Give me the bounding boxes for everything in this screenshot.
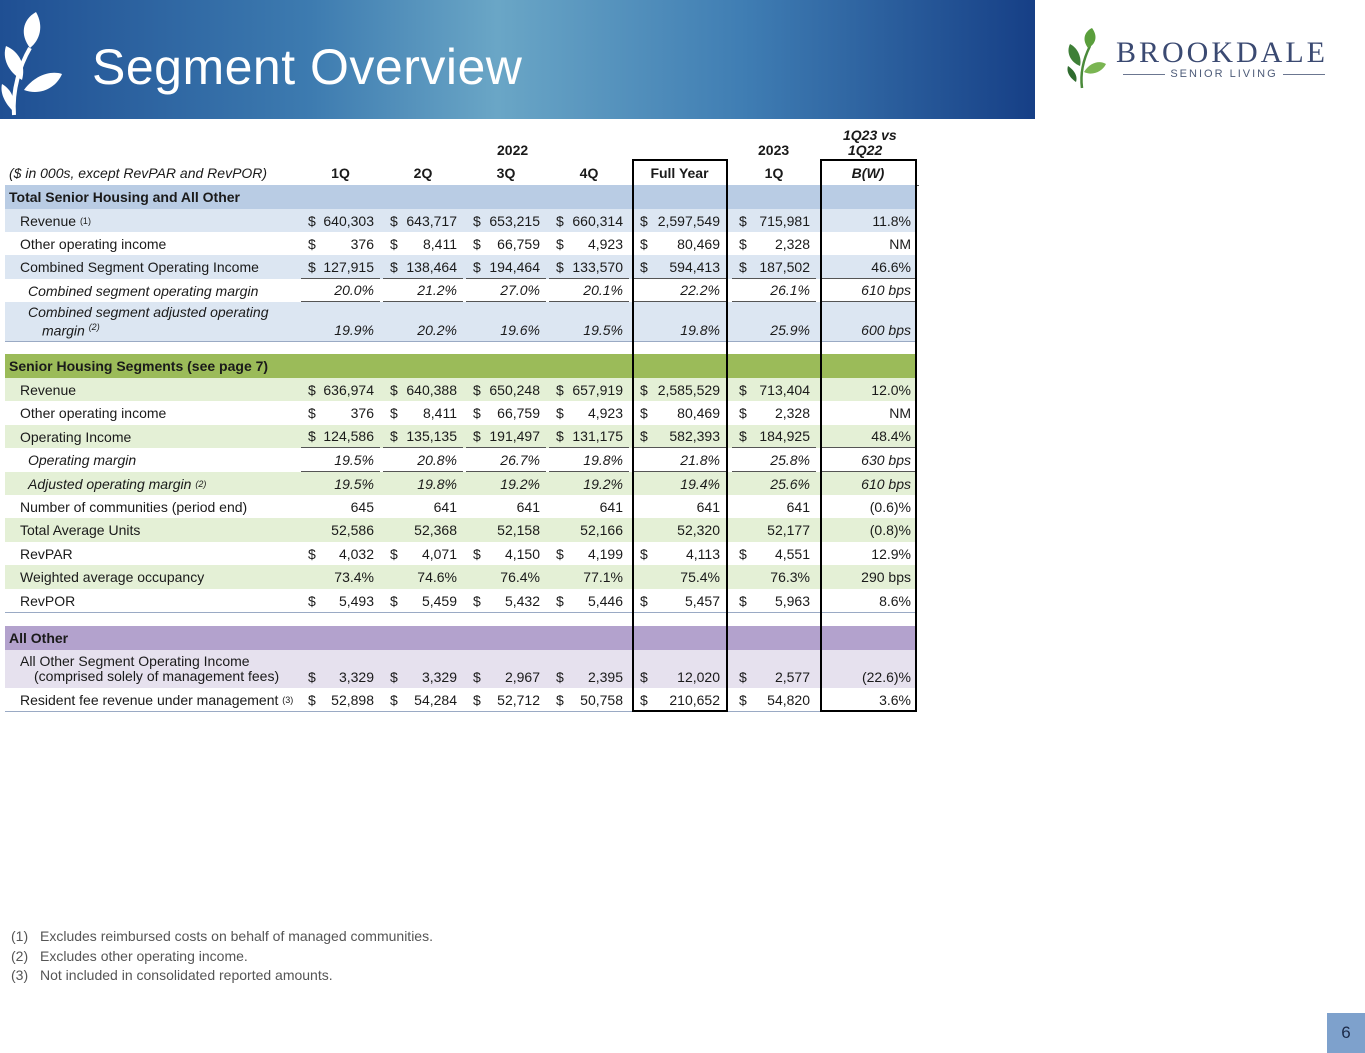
brand-name: BROOKDALE <box>1116 36 1328 69</box>
cell-3q-2022: $ 66,759 <box>473 405 540 421</box>
cell-1q-2022: $ 376 <box>308 405 374 421</box>
cell-full-year: 641 <box>696 498 720 515</box>
table-row <box>5 448 915 472</box>
cell-4q-2022: $ 660,314 <box>556 212 623 229</box>
cell-1q-2022: 645 <box>350 498 374 515</box>
cell-full-year: 75.4% <box>680 569 720 585</box>
cell-full-year: $ 210,652 <box>640 691 720 708</box>
row-label: Combined segment operating margin <box>28 282 259 299</box>
cell-3q-2022: $ 2,967 <box>473 669 540 685</box>
cell-4q-2022: $ 2,395 <box>556 669 623 685</box>
table-row <box>5 279 915 302</box>
row-label: Other operating income <box>20 405 167 421</box>
cell-3q-2022: $ 5,432 <box>473 592 540 609</box>
cell-3q-2022: $ 66,759 <box>473 235 540 252</box>
row-label: All Other Segment Operating Income (comprised solely of management fees) <box>20 653 280 684</box>
table-row <box>5 650 915 688</box>
cell-full-year: $ 80,469 <box>640 405 720 421</box>
cell-3q-2022: $ 52,712 <box>473 691 540 708</box>
cell-full-year: 19.4% <box>680 475 720 492</box>
footnotes <box>11 927 433 986</box>
table-row <box>5 232 915 255</box>
row-label: Adjusted operating margin (2) <box>28 475 207 492</box>
col-3q-2022: 3Q <box>466 161 546 186</box>
header-compare-line1: 1Q23 vs <box>843 127 897 143</box>
cell-4q-2022: $ 4,923 <box>556 405 623 421</box>
footnote-2: (2) Excludes other operating income. <box>11 947 248 964</box>
cell-1q-2022: $ 640,303 <box>308 212 374 229</box>
cell-1q-2023: 25.9% <box>770 322 810 338</box>
table-row <box>5 302 915 342</box>
cell-1q-2022: $ 52,898 <box>308 691 374 708</box>
cell-1q-2023: $ 2,328 <box>739 405 810 421</box>
cell-1q-2022: 19.5% <box>301 448 380 472</box>
cell-1q-2023: 25.8% <box>732 448 816 472</box>
cell-4q-2022: $ 657,919 <box>556 381 623 398</box>
cell-4q-2022: 52,166 <box>580 522 623 538</box>
cell-1q-2022: $ 3,329 <box>308 669 374 685</box>
cell-full-year: 21.8% <box>633 448 726 472</box>
section-title: All Other <box>9 630 69 646</box>
cell-4q-2022: 77.1% <box>583 569 623 585</box>
row-label: Combined segment adjusted operating margin $^{(2)}$ <box>28 303 269 339</box>
table-row <box>5 518 915 542</box>
col-1q-2023: 1Q <box>732 161 816 186</box>
cell-3q-2022: 27.0% <box>466 279 546 302</box>
cell-2q-2022: $ 640,388 <box>390 381 457 398</box>
section-header-senior <box>5 354 915 378</box>
cell-4q-2022: 19.5% <box>583 322 623 338</box>
cell-2q-2022: $ 8,411 <box>390 235 457 252</box>
cell-1q-2023: $ 2,328 <box>739 235 810 252</box>
cell-4q-2022: 19.8% <box>549 448 629 472</box>
cell-bw: 600 bps <box>861 322 911 338</box>
cell-4q-2022: $ 50,758 <box>556 691 623 708</box>
cell-1q-2022: 52,586 <box>331 522 374 538</box>
cell-bw: (22.6)% <box>861 669 911 685</box>
col-4q-2022: 4Q <box>549 161 629 186</box>
brand-tagline: SENIOR LIVING <box>1116 68 1332 80</box>
footnote-1: (1) Excludes reimbursed costs on behalf of managed communities. <box>11 928 433 944</box>
cell-bw: (0.6)% <box>869 498 911 515</box>
cell-1q-2023: $ 5,963 <box>739 592 810 609</box>
cell-full-year: 52,320 <box>677 522 720 538</box>
row-label: Other operating income <box>20 235 167 252</box>
col-2q-2022: 2Q <box>383 161 463 186</box>
row-label: Weighted average occupancy <box>20 569 205 585</box>
cell-1q-2022: $ 124,586 <box>301 425 380 448</box>
brookdale-logo <box>1062 28 1342 94</box>
row-label: Operating Income <box>20 428 132 445</box>
cell-1q-2023: $ 187,502 <box>732 255 816 279</box>
header-2022: 2022 <box>497 142 529 158</box>
section-title: Total Senior Housing and All Other <box>9 189 241 205</box>
section-header-other <box>5 626 915 650</box>
cell-4q-2022: $ 133,570 <box>549 255 629 279</box>
full-year-box <box>632 159 728 712</box>
cell-1q-2023: $ 715,981 <box>739 212 810 229</box>
cell-2q-2022: 20.2% <box>417 322 457 338</box>
cell-1q-2022: $ 5,493 <box>308 592 374 609</box>
table-row <box>5 255 915 279</box>
row-label: Revenue (1) <box>20 212 91 229</box>
header-compare-line2: 1Q22 <box>848 142 883 158</box>
col-full-year: Full Year <box>633 161 726 186</box>
cell-3q-2022: 26.7% <box>466 448 546 472</box>
cell-bw: NM <box>889 405 911 421</box>
table-row <box>5 378 915 401</box>
cell-3q-2022: $ 653,215 <box>473 212 540 229</box>
cell-1q-2023: $ 54,820 <box>739 691 810 708</box>
cell-2q-2022: $ 3,329 <box>390 669 457 685</box>
cell-4q-2022: $ 5,446 <box>556 592 623 609</box>
page-title: Segment Overview <box>92 39 523 95</box>
cell-3q-2022: $ 191,497 <box>466 425 546 448</box>
cell-2q-2022: $ 4,071 <box>390 545 457 562</box>
cell-bw: 12.0% <box>871 381 911 398</box>
table-row <box>5 688 915 712</box>
cell-bw: 610 bps <box>821 279 915 302</box>
footnote-3: (3) Not included in consolidated reported amounts. <box>11 967 333 983</box>
header-2023: 2023 <box>758 142 790 158</box>
cell-full-year: $ 582,393 <box>633 425 726 448</box>
cell-1q-2023: $ 184,925 <box>732 425 816 448</box>
cell-full-year: 22.2% <box>633 279 726 302</box>
cell-1q-2023: $ 713,404 <box>739 381 810 398</box>
cell-full-year: $ 4,113 <box>640 545 720 562</box>
cell-1q-2023: 641 <box>786 498 810 515</box>
cell-2q-2022: 641 <box>433 498 457 515</box>
cell-full-year: $ 2,585,529 <box>640 381 720 398</box>
header-banner <box>0 0 1035 119</box>
cell-2q-2022: 52,368 <box>414 522 457 538</box>
section-header-total <box>5 185 915 209</box>
cell-2q-2022: 19.8% <box>417 475 457 492</box>
cell-bw: 12.9% <box>871 545 911 562</box>
cell-1q-2022: 19.5% <box>334 475 374 492</box>
cell-bw: 610 bps <box>861 475 911 492</box>
cell-1q-2022: 19.9% <box>334 322 374 338</box>
table-row <box>5 209 915 232</box>
cell-1q-2022: 20.0% <box>301 279 380 302</box>
col-1q-2022: 1Q <box>301 161 380 186</box>
row-label: Combined Segment Operating Income <box>20 259 259 275</box>
cell-1q-2023: 52,177 <box>767 522 810 538</box>
brookdale-leaf-icon <box>1062 28 1108 90</box>
table-row <box>5 472 915 495</box>
cell-1q-2023: $ 2,577 <box>739 669 810 685</box>
cell-full-year: $ 594,413 <box>633 255 726 279</box>
row-label: Operating margin <box>28 452 137 468</box>
cell-1q-2023: $ 4,551 <box>739 545 810 562</box>
col-bw: B(W) <box>821 161 919 186</box>
cell-1q-2022: $ 636,974 <box>308 381 374 398</box>
cell-4q-2022: 19.2% <box>583 475 623 492</box>
row-label: Number of communities (period end) <box>20 498 248 515</box>
cell-4q-2022: 20.1% <box>549 279 629 302</box>
cell-3q-2022: $ 194,464 <box>466 255 546 279</box>
cell-3q-2022: 19.2% <box>500 475 540 492</box>
cell-bw: 48.4% <box>821 425 915 448</box>
table-row <box>5 401 915 425</box>
cell-1q-2022: $ 376 <box>308 235 374 252</box>
page-number: 6 <box>1327 1013 1365 1053</box>
row-label: Revenue <box>20 381 77 398</box>
cell-2q-2022: $ 5,459 <box>390 592 457 609</box>
row-label: Resident fee revenue under management (3) <box>20 691 294 708</box>
cell-bw: 46.6% <box>821 255 915 279</box>
leaf-logo-icon <box>0 10 70 119</box>
table-row <box>5 589 915 613</box>
cell-4q-2022: 641 <box>599 498 623 515</box>
cell-2q-2022: $ 54,284 <box>390 691 457 708</box>
cell-2q-2022: 74.6% <box>417 569 457 585</box>
cell-bw: 630 bps <box>821 448 915 472</box>
cell-bw: NM <box>889 235 911 252</box>
cell-bw: 8.6% <box>879 592 911 609</box>
cell-1q-2023: 76.3% <box>770 569 810 585</box>
cell-1q-2022: $ 4,032 <box>308 545 374 562</box>
cell-bw: 290 bps <box>861 569 911 585</box>
row-label: RevPAR <box>20 545 73 562</box>
cell-1q-2022: 73.4% <box>334 569 374 585</box>
cell-2q-2022: 21.2% <box>383 279 463 302</box>
cell-1q-2023: 26.1% <box>732 279 816 302</box>
cell-1q-2022: $ 127,915 <box>301 255 380 279</box>
cell-4q-2022: $ 131,175 <box>549 425 629 448</box>
table-row <box>5 542 915 565</box>
cell-full-year: $ 2,597,549 <box>640 212 720 229</box>
cell-3q-2022: $ 4,150 <box>473 545 540 562</box>
section-title: Senior Housing Segments (see page 7) <box>9 358 269 374</box>
column-header-row <box>5 161 915 185</box>
cell-full-year: 19.8% <box>680 322 720 338</box>
cell-2q-2022: $ 138,464 <box>383 255 463 279</box>
table-row <box>5 565 915 589</box>
cell-3q-2022: 641 <box>516 498 540 515</box>
cell-1q-2023: 25.6% <box>770 475 810 492</box>
cell-2q-2022: $ 643,717 <box>390 212 457 229</box>
cell-bw: (0.8)% <box>869 522 911 538</box>
cell-3q-2022: 76.4% <box>500 569 540 585</box>
cell-full-year: $ 12,020 <box>640 669 720 685</box>
cell-2q-2022: $ 135,135 <box>383 425 463 448</box>
cell-3q-2022: 52,158 <box>497 522 540 538</box>
cell-bw: 11.8% <box>872 212 911 229</box>
row-label: RevPOR <box>20 592 76 609</box>
cell-2q-2022: 20.8% <box>383 448 463 472</box>
compare-box <box>820 159 917 712</box>
cell-bw: 3.6% <box>879 691 911 708</box>
cell-2q-2022: $ 8,411 <box>390 405 457 421</box>
row-label: Total Average Units <box>20 522 141 538</box>
cell-3q-2022: $ 650,248 <box>473 381 540 398</box>
cell-4q-2022: $ 4,199 <box>556 545 623 562</box>
cell-4q-2022: $ 4,923 <box>556 235 623 252</box>
units-note: ($ in 000s, except RevPAR and RevPOR) <box>9 165 268 181</box>
cell-full-year: $ 5,457 <box>640 592 720 609</box>
cell-3q-2022: 19.6% <box>500 322 540 338</box>
table-row <box>5 425 915 448</box>
table-row <box>5 495 915 518</box>
cell-full-year: $ 80,469 <box>640 235 720 252</box>
